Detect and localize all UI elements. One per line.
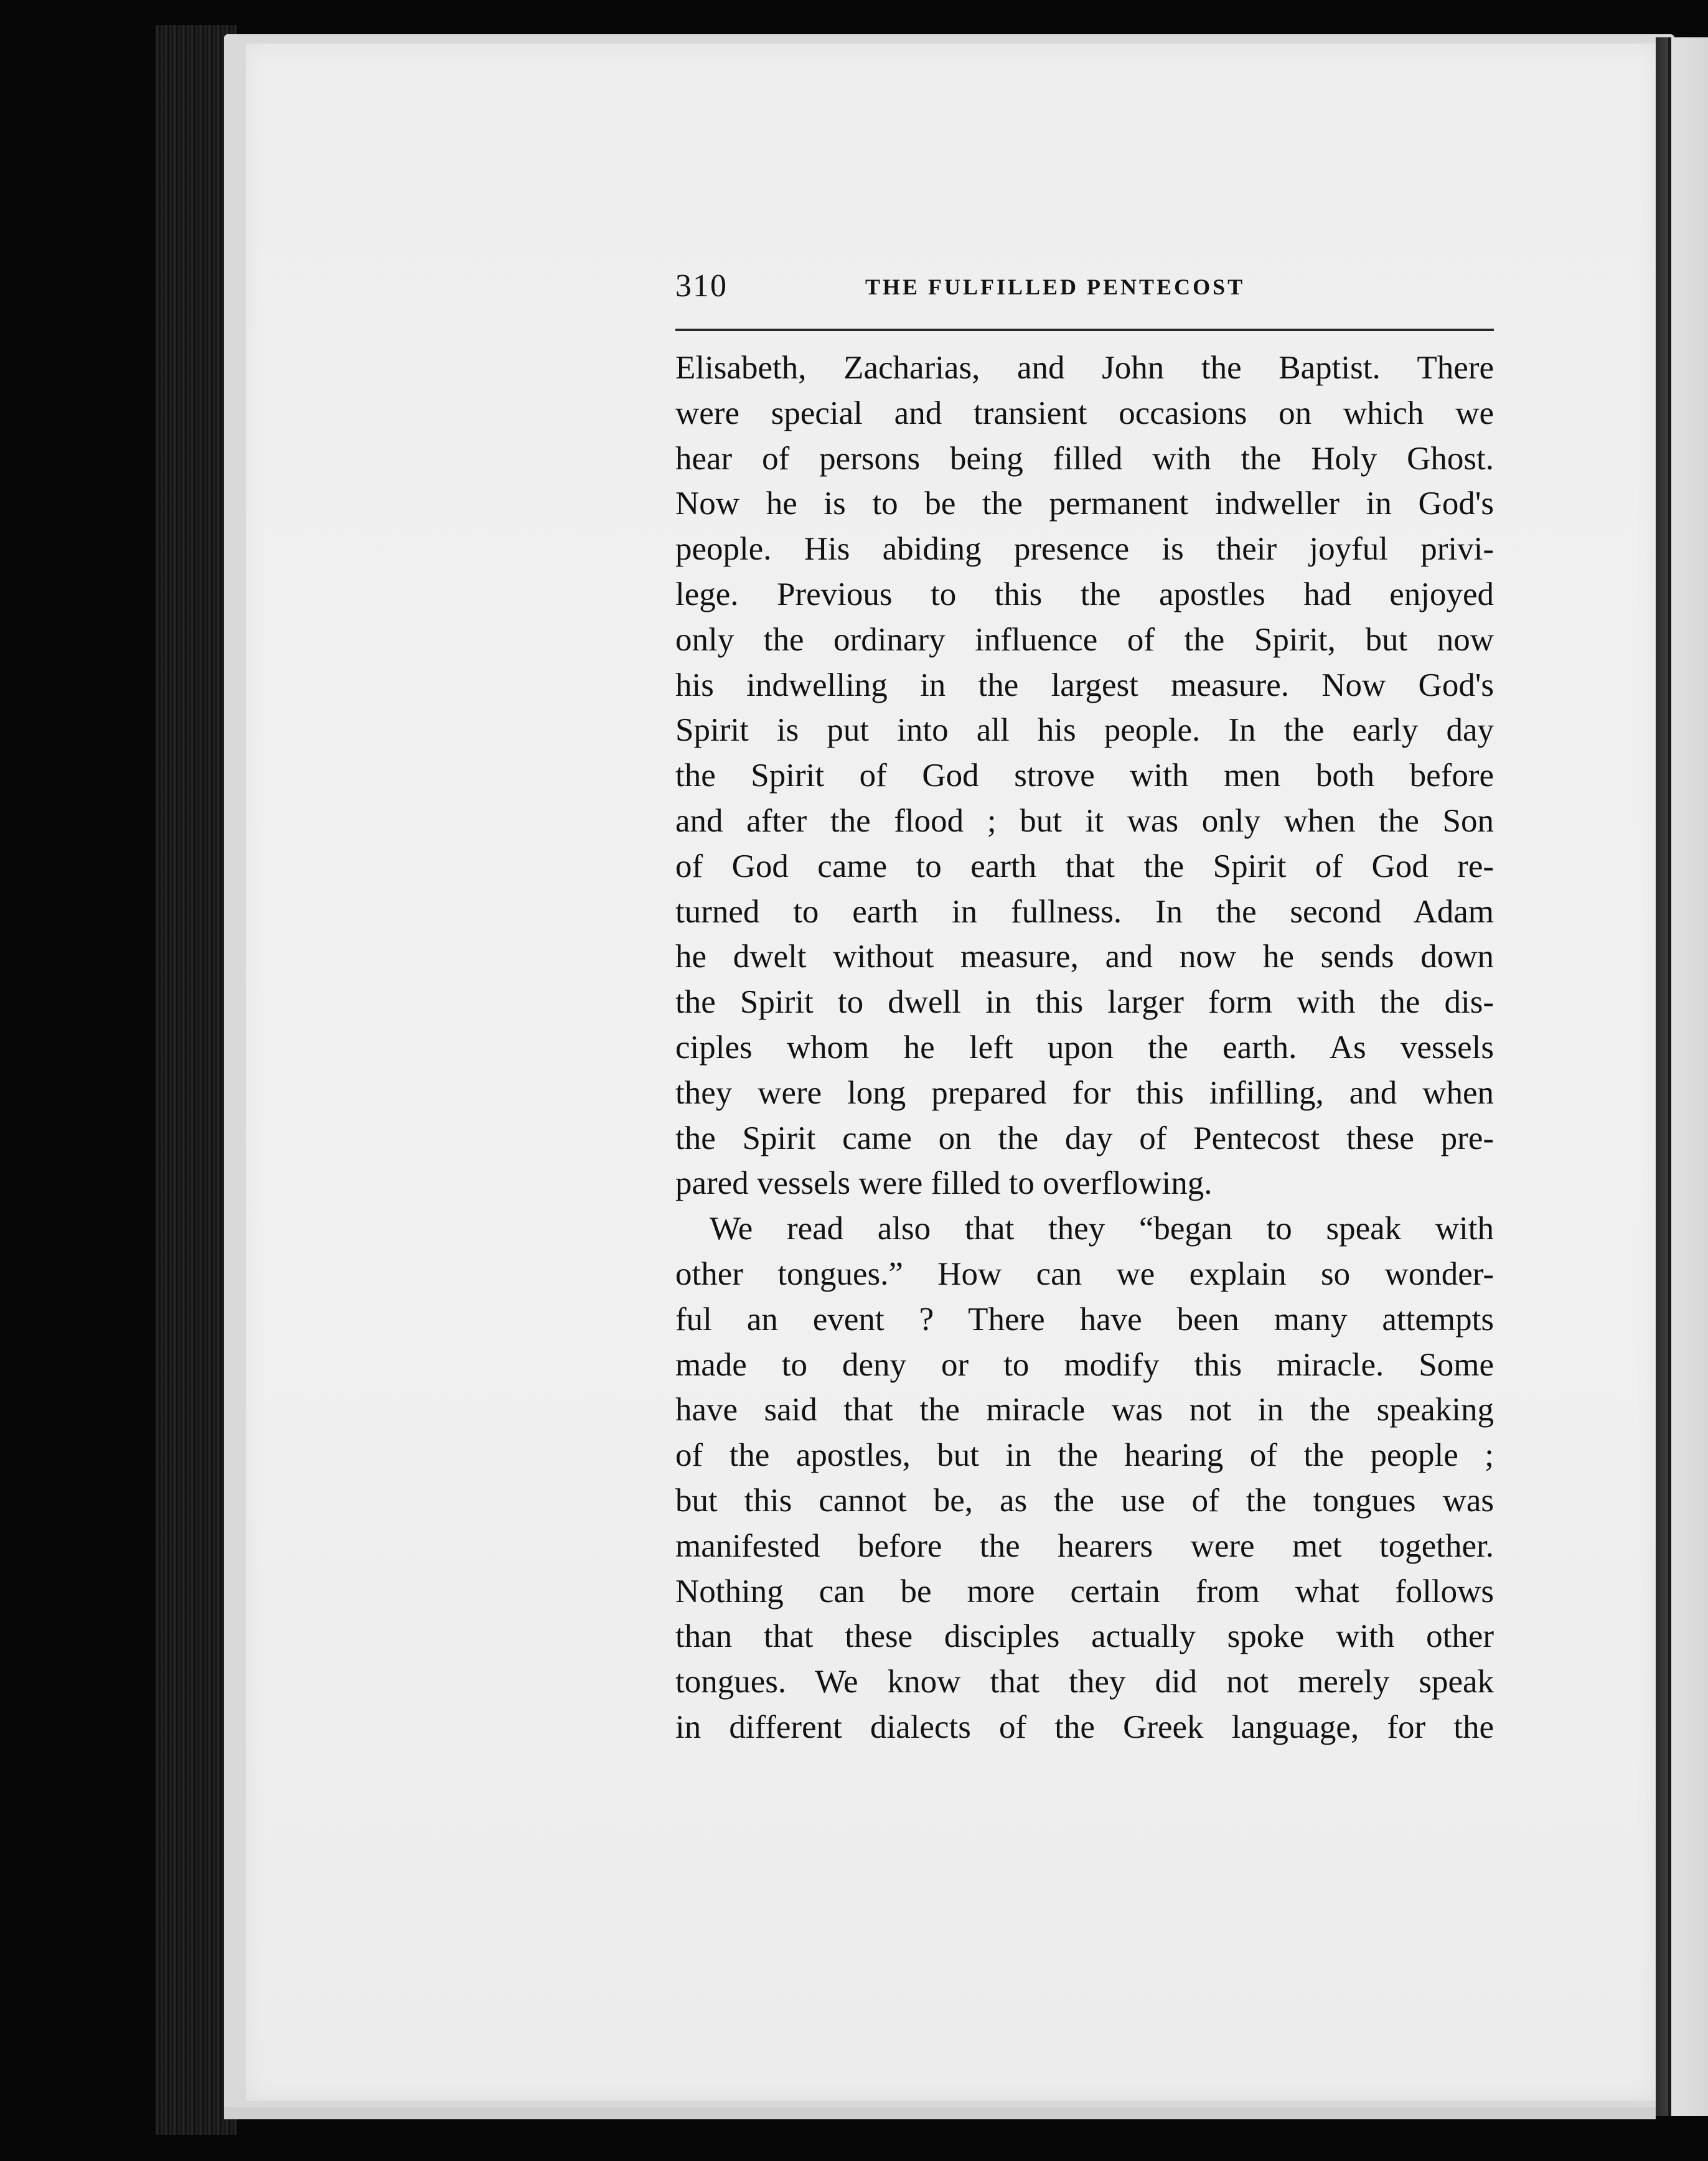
text-line: he dwelt without measure, and now he sends down: [675, 939, 1494, 975]
paragraph-1: [675, 345, 1494, 1206]
text-line: Now he is to be the permanent indweller in God's: [675, 485, 1494, 522]
text-line: were special and transient occasions on which we: [675, 395, 1494, 431]
body-text: [675, 345, 1494, 1750]
next-page-edge: [1656, 37, 1708, 2116]
text-line: but this cannot be, as the use of the tongues was: [675, 1482, 1494, 1519]
text-line: have said that the miracle was not in the speaking: [675, 1392, 1494, 1428]
text-line: only the ordinary influence of the Spirit, but now: [675, 621, 1494, 658]
text-line: they were long prepared for this infilling, and when: [675, 1074, 1494, 1111]
text-line: manifested before the hearers were met together.: [675, 1527, 1494, 1564]
text-line: Nothing can be more certain from what follows: [675, 1573, 1494, 1610]
text-line: ciples whom he left upon the earth. As vessels: [675, 1029, 1494, 1066]
text-line: the Spirit to dwell in this larger form with the dis-: [675, 984, 1494, 1021]
page-number: 310: [675, 268, 728, 304]
text-line: Elisabeth, Zacharias, and John the Baptist. There: [675, 350, 1494, 386]
text-line: pared vessels were filled to overflowing.: [675, 1165, 1213, 1202]
text-line: made to deny or to modify this miracle. Some: [675, 1346, 1494, 1383]
header-rule: [675, 329, 1494, 331]
running-head: [675, 268, 1494, 324]
text-line: lege. Previous to this the apostles had enjoyed: [675, 576, 1494, 612]
text-line: hear of persons being filled with the Holy Ghost.: [675, 440, 1494, 477]
text-line: We read also that they “began to speak with: [710, 1211, 1494, 1247]
text-line: Spirit is put into all his people. In the early day: [675, 712, 1494, 749]
text-line: people. His abiding presence is their joyful privi-: [675, 531, 1494, 568]
page-bottom-edge: [224, 2107, 1656, 2119]
text-line: his indwelling in the largest measure. Now God's: [675, 667, 1494, 703]
text-line: the Spirit came on the day of Pentecost these pre-: [675, 1120, 1494, 1156]
text-line: and after the flood ; but it was only when the Son: [675, 802, 1494, 839]
text-line: of God came to earth that the Spirit of God re-: [675, 848, 1494, 884]
text-line: of the apostles, but in the hearing of the people ;: [675, 1437, 1494, 1474]
text-line: than that these disciples actually spoke with other: [675, 1618, 1494, 1655]
paragraph-2: [675, 1206, 1494, 1750]
running-title: THE FULFILLED PENTECOST: [865, 274, 1246, 299]
text-line: other tongues.” How can we explain so wonder-: [675, 1255, 1494, 1292]
text-line: ful an event ? There have been many attempts: [675, 1301, 1494, 1338]
text-line: in different dialects of the Greek language, for the: [675, 1709, 1494, 1745]
text-line: the Spirit of God strove with men both before: [675, 757, 1494, 794]
text-line: tongues. We know that they did not merely speak: [675, 1664, 1494, 1700]
gutter-line: [1668, 37, 1671, 2116]
text-line: turned to earth in fullness. In the second Adam: [675, 893, 1494, 930]
